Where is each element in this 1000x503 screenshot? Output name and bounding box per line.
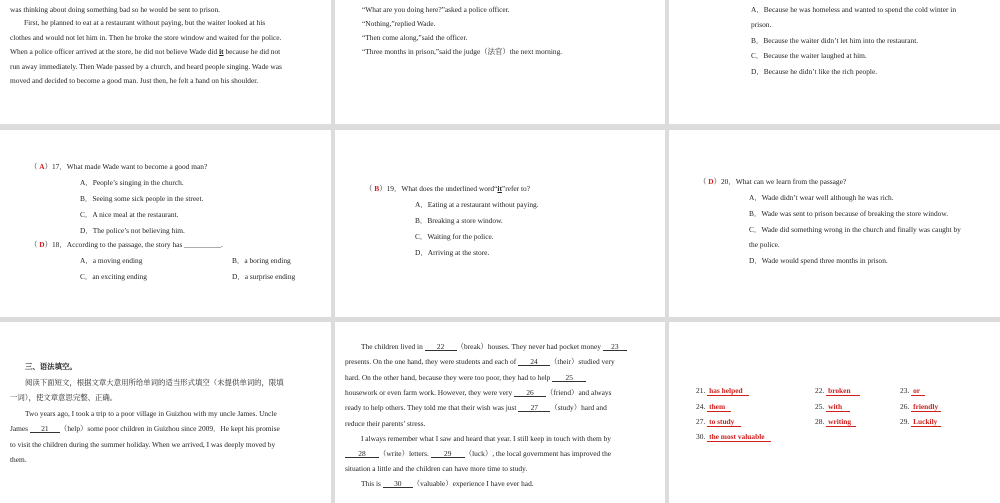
option-line: A．Because he was homeless and wanted to spend the cold winter in [751,5,957,14]
text-line: Two years ago, I took a trip to a poor village in Guizhou with my uncle James. Uncle [25,409,277,418]
text-line: This is 30 （valuable）experience I have ever had. [361,479,534,488]
blank-22: 22 [425,343,457,351]
blank-25: 25 [552,374,586,382]
text-line: run away immediately. Then Wade passed by a church, and heard people singing. Wade was [10,62,282,71]
answer-18: D [39,240,45,249]
option-line: D．Arriving at the store. [415,248,490,257]
option-line: C．Waiting for the police. [415,232,494,241]
text-line: “Nothing,”replied Wade. [362,19,436,28]
slide-panel-2 [335,0,665,124]
option-line: D．a surprise ending [232,272,296,281]
answer-17: A [39,162,45,171]
blank-26: 26 [514,389,546,397]
option-line: C．an exciting ending [80,272,147,281]
question-19: （ B）19．What does the underlined word“it”refer to? [365,184,531,193]
blank-27: 27 [518,404,550,412]
answer-19: B [374,184,380,193]
text-line: First, he planned to eat at a restaurant without paying, but the waiter looked at his [24,18,266,27]
option-line: B．Wade was sent to prison because of breaking the store window. [749,209,949,218]
answer-30: 30. the most valuable [696,432,771,442]
option-line: D．Wade would spend three months in prison. [749,256,888,265]
text-line: ready to help others. They told me that their wish was just 27 （study）hard and [345,403,607,412]
text-line: “Then come along,”said the officer. [362,33,468,42]
option-line: D．Because he didn’t like the rich people. [751,67,878,76]
question-18: （ D）18．According to the passage, the story has __________. [30,240,223,249]
answer-27: 27. to study [696,417,741,427]
answer-26: 26. friendly [900,402,941,412]
text-line: them. [10,455,27,464]
text-line: reduce their parents’ stress. [345,419,426,428]
blank-23: 23 [603,343,627,351]
text-line: The children lived in 22 （break）houses. They never had pocket money 23 [361,343,627,351]
option-line: B．Because the waiter didn’t let him into the restaurant. [751,36,919,45]
option-line: D．The police’s not believing him. [80,226,185,235]
answer-28: 28. writing [815,417,856,427]
slide-panel-7 [0,322,331,503]
question-20: （ D）20．What can we learn from the passage? [699,177,847,186]
answer-21: 21. has helped [696,386,749,396]
text-line: “Three months in prison,”said the judge（法官）the next morning. [362,47,563,56]
text-line: moved and decided to become a good man. Just then, he felt a hand on his shoulder. [10,76,259,85]
text-line: clothes and would not let him in. Then he broke the store window and waited for the police. [10,33,282,42]
instructions: 阅读下面短文，根据文章大意用所给单词的适当形式填空（未提供单词的，限填 [25,378,284,387]
blank-28: 28 [345,450,379,458]
option-line: the police. [749,240,780,249]
text-line: was thinking about doing something bad so he would be sent to prison. [10,5,220,14]
option-line: C．Because the waiter laughed at him. [751,51,867,60]
option-line: A．Wade didn’t wear well although he was rich. [749,193,894,202]
answer-23: 23. or [900,386,925,396]
text-line: I always remember what I saw and heard that year. I still keep in touch with them by [361,434,611,443]
slide-panel-4 [0,130,331,317]
text-line: situation a little and the children can have more time to study. [345,464,528,473]
text-line: “What are you doing here?”asked a police officer. [362,5,510,14]
option-line: prison. [751,20,772,29]
option-line: C．A nice meal at the restaurant. [80,210,179,219]
slide-panel-8 [335,322,665,503]
blank-30: 30 [383,480,413,488]
option-line: B．a boring ending [232,256,291,265]
slide-panel-3 [669,0,1000,124]
blank-29: 29 [431,450,465,458]
text-line: When a police officer arrived at the store, he did not believe Wade did it because he did not [10,47,281,56]
option-line: A．Eating at a restaurant without paying. [415,200,539,209]
answer-20: D [708,177,714,186]
slide-panel-6 [669,130,1000,317]
slide-panel-5 [335,130,665,317]
answer-25: 25. with [815,402,850,412]
question-17: （ A）17．What made Wade want to become a good man? [30,162,208,171]
option-line: B．Breaking a store window. [415,216,503,225]
answer-24: 24. them [696,402,731,412]
option-line: A．People’s singing in the church. [80,178,184,187]
slide-panel-9 [669,322,1000,503]
instructions: 一词），使文章意思完整、正确。 [10,393,118,402]
slide-panel-1 [0,0,331,124]
text-line: hard. On the other hand, because they were too poor, they had to help 25 [345,374,586,382]
text-line: presents. On the one hand, they were students and each of 24 （their）studied very [345,357,615,366]
blank-24: 24 [518,358,550,366]
option-line: A．a moving ending [80,256,143,265]
section-heading: 三、语法填空。 [25,362,77,371]
blank-21: 21 [30,425,60,433]
option-line: B．Seeing some sick people in the street. [80,194,204,203]
answer-29: 29. Luckily [900,417,941,427]
text-line: James 21 （help）some poor children in Guizhou since 2009．He kept his promise [10,424,280,433]
answer-22: 22. broken [815,386,860,396]
text-line: 28 （write）letters. 29 （luck）, the local government has improved the [345,450,611,458]
text-line: to visit the children during the summer holiday. When we arrived, I was deeply moved by [10,440,276,449]
option-line: C．Wade did something wrong in the church and finally was caught by [749,225,961,234]
text-line: housework or even farm work. However, they were very 26 （friend）and always [345,388,612,397]
